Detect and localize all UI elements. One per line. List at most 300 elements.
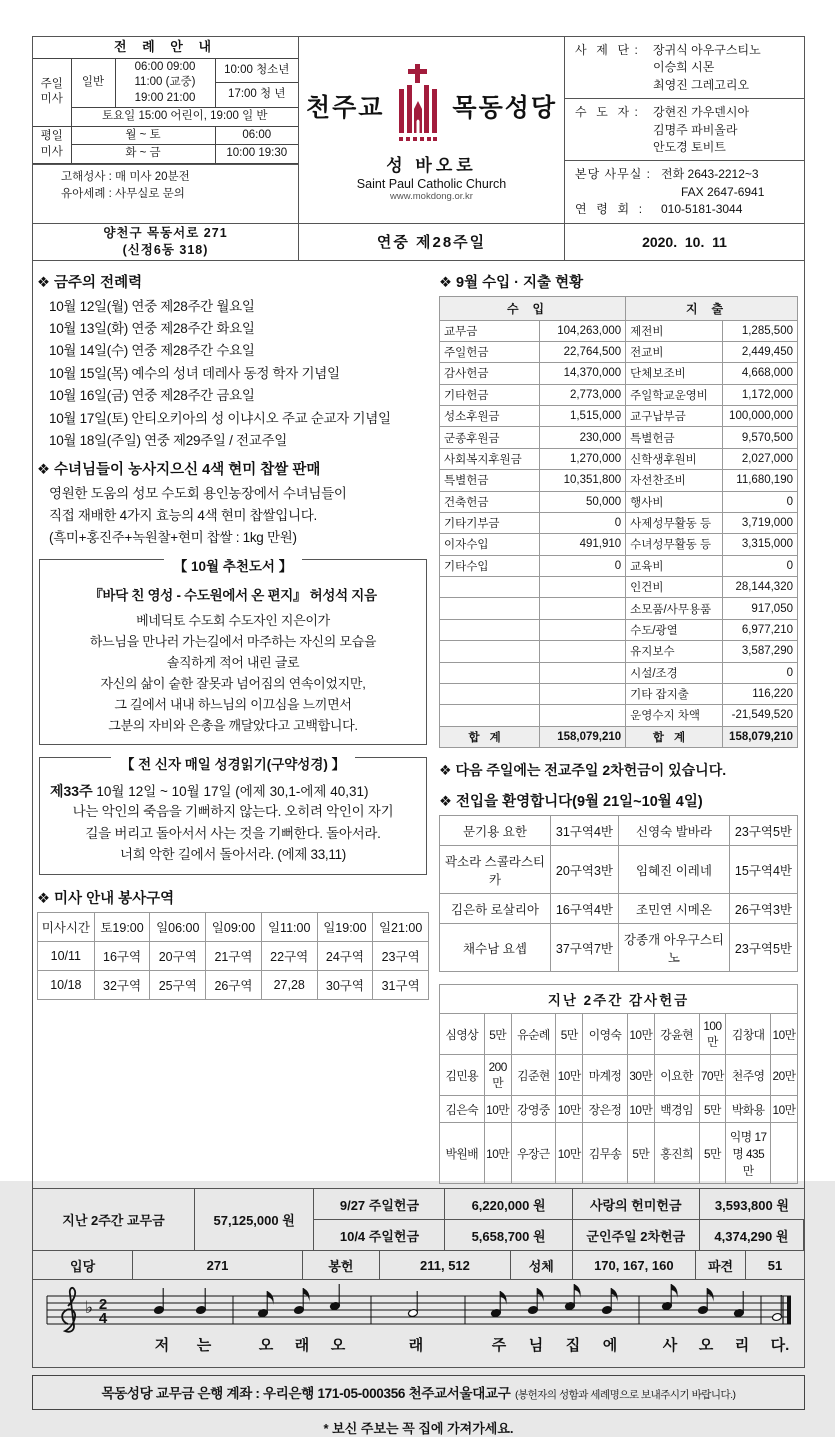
table-cell: 70만: [699, 1055, 726, 1096]
eighth-note-flag: [707, 1288, 713, 1302]
saturday-mass-time: 토요일 15:00 어린이, 19:00 일 반: [71, 108, 298, 127]
table-cell: 행사비: [626, 491, 723, 512]
table-row: [440, 1014, 798, 1055]
welcome-section: [439, 790, 798, 972]
table-cell: 문기용 요한: [440, 816, 551, 846]
table-row: [440, 816, 798, 846]
church-address: 양천구 목동서로 271 (신정6동 318): [33, 223, 298, 260]
table-cell: 11,680,190: [722, 470, 797, 491]
office-block: [565, 161, 804, 222]
table-cell: 교육비: [626, 555, 723, 576]
table-cell: 기타 잡지출: [626, 683, 723, 704]
table-cell: 4,668,000: [722, 363, 797, 384]
table-cell: 이요한: [654, 1055, 699, 1096]
church-logo-block: [299, 37, 564, 223]
table-cell: 임혜진 이레네: [618, 846, 729, 894]
table-cell: 건축헌금: [440, 491, 540, 512]
table-cell: 일11:00: [261, 913, 317, 942]
hymn-lyric: 는: [197, 1337, 212, 1354]
table-cell: [440, 662, 540, 683]
table-cell: 491,910: [540, 534, 626, 555]
table-cell: 1,515,000: [540, 406, 626, 427]
table-cell: 10/18: [38, 971, 95, 1000]
table-cell: 9,570,500: [722, 427, 797, 448]
music-notes: [154, 1284, 790, 1354]
rice-sale-section: [37, 458, 429, 549]
table-cell: 5만: [556, 1014, 583, 1055]
table-row: [440, 662, 798, 683]
table-cell: 230,000: [540, 427, 626, 448]
table-row: [440, 619, 798, 640]
religious-label: 수 도 자 :: [575, 104, 653, 156]
yeonryeong-phone: 010-5181-3044: [661, 201, 742, 218]
bank-account-text: 목동성당 교무금 은행 계좌 : 우리은행 171-05-000356 천주교서울대교구: [101, 1386, 510, 1401]
right-column: [439, 269, 798, 1185]
table-cell: [540, 577, 626, 598]
table-cell: 20구역: [150, 942, 206, 971]
table-cell: 30만: [627, 1055, 654, 1096]
table-cell: 2,773,000: [540, 384, 626, 405]
table-cell: 10만: [556, 1055, 583, 1096]
finance-header-row: [440, 296, 798, 320]
second-collection-notice: ❖ 다음 주일에는 전교주일 2차헌금이 있습니다.: [439, 760, 798, 780]
hymn-lyric: 에: [603, 1336, 618, 1354]
rice-sale-line: 영원한 도움의 성모 수도회 용인농장에서 수녀님들이: [37, 483, 429, 505]
table-cell: 신영숙 발바라: [618, 816, 729, 846]
table-cell: [540, 598, 626, 619]
table-cell: 31구역: [373, 971, 429, 1000]
left-column: [37, 269, 429, 1185]
table-row: [440, 924, 798, 972]
religious-name: 강현진 가우덴시아: [653, 104, 749, 121]
hymn-lyric: 오: [331, 1337, 346, 1354]
offering-summary-table: [33, 1188, 804, 1251]
bible-box-title: 【 전 신자 매일 성경읽기(구약성경) 】: [111, 753, 355, 773]
young-adult-mass-time: 17:00 청 년: [215, 83, 298, 108]
table-cell: 100만: [699, 1014, 726, 1055]
table-cell: 23구역5반: [729, 816, 797, 846]
time-signature-bottom: 4: [99, 1310, 108, 1327]
table-cell: [440, 683, 540, 704]
table-cell: 26구역: [206, 971, 262, 1000]
table-cell: 5만: [484, 1014, 511, 1055]
table-row: [440, 320, 798, 341]
table-cell: 30구역: [317, 971, 373, 1000]
liturgy-item: 10월 14일(수) 연중 제28주간 수요일: [37, 340, 429, 362]
table-row: [38, 971, 429, 1000]
eighth-note-flag: [303, 1288, 309, 1302]
thanksgiving-title: 지난 2주간 감사헌금: [440, 985, 798, 1014]
office-phone: 전화 2643-2212~3: [661, 166, 759, 183]
table-cell: 10만: [556, 1123, 583, 1184]
table-cell: [540, 683, 626, 704]
bible-week: 제33주: [50, 783, 93, 799]
table-cell: 20만: [771, 1055, 798, 1096]
expense-total-value: 158,079,210: [722, 726, 797, 747]
table-row: [440, 384, 798, 405]
rice-sale-title: ❖ 수녀님들이 농사지으신 4색 현미 찹쌀 판매: [37, 458, 429, 479]
table-cell: 6,977,210: [722, 619, 797, 640]
eighth-note-flag: [611, 1288, 617, 1302]
table-cell: 일19:00: [317, 913, 373, 942]
priest-name: 최영진 그레고리오: [653, 77, 761, 94]
mass-schedule-column: [33, 37, 299, 260]
table-cell: 사회복지후원금: [440, 448, 540, 469]
table-cell: 미사시간: [38, 913, 95, 942]
hymn-lyric: 오: [259, 1337, 274, 1354]
table-cell: 10/11: [38, 942, 95, 971]
mon-sat-time: 06:00: [215, 126, 298, 145]
tue-fri-time: 10:00 19:30: [215, 145, 298, 164]
table-cell: 21구역: [206, 942, 262, 971]
table-cell: 인건비: [626, 577, 723, 598]
music-staff: [41, 1282, 798, 1362]
sunday-offering-value: 5,658,700 원: [445, 1220, 572, 1251]
table-cell: 10만: [627, 1096, 654, 1123]
yeonryeong-label: 연 령 회 :: [575, 201, 661, 218]
table-cell: 10만: [771, 1014, 798, 1055]
table-cell: 심영상: [440, 1014, 485, 1055]
gyomu-value: 57,125,000 원: [195, 1189, 315, 1251]
table-row: [440, 534, 798, 555]
hymn-lyric: 래: [409, 1336, 424, 1354]
table-cell: 22,764,500: [540, 341, 626, 362]
table-cell: 50,000: [540, 491, 626, 512]
rice-offering-value: 3,593,800 원: [700, 1189, 804, 1220]
finance-section: [439, 271, 798, 749]
table-cell: 0: [540, 555, 626, 576]
table-row: [440, 894, 798, 924]
table-cell: [440, 705, 540, 726]
table-cell: [540, 619, 626, 640]
book-line: 그분의 자비와 은총을 깨달았다고 고백합니다.: [46, 715, 420, 736]
table-cell: 100,000,000: [722, 406, 797, 427]
priest-name: 이승희 시몬: [653, 59, 761, 76]
table-cell: 장은정: [583, 1096, 628, 1123]
logo-column: [299, 37, 565, 260]
table-cell: 기타기부금: [440, 512, 540, 533]
table-row: [440, 598, 798, 619]
book-line: 베네딕토 수도회 수도자인 지은이가: [46, 610, 420, 631]
religious-name: 안도경 토비트: [653, 139, 749, 156]
finance-table: [439, 296, 798, 749]
table-cell: 김준현: [511, 1055, 556, 1096]
table-cell: [540, 662, 626, 683]
table-cell: 신학생후원비: [626, 448, 723, 469]
table-cell: 26구역3반: [729, 894, 797, 924]
military-offering-value: 4,374,290 원: [700, 1220, 804, 1251]
table-cell: 116,220: [722, 683, 797, 704]
table-cell: 104,263,000: [540, 320, 626, 341]
book-title: 『바닥 친 영성 - 수도원에서 온 편지』 허성석 지음: [46, 584, 420, 604]
table-cell: 2,027,000: [722, 448, 797, 469]
table-row: [440, 641, 798, 662]
general-mass-times: 06:00 09:00 11:00 (교중) 19:00 21:00: [115, 58, 215, 108]
table-cell: 박원배: [440, 1123, 485, 1184]
table-cell: 기타헌금: [440, 384, 540, 405]
table-cell: 5만: [627, 1123, 654, 1184]
main-content: [33, 260, 804, 1189]
table-cell: 20구역3반: [550, 846, 618, 894]
church-website: www.mokdong.or.kr: [390, 191, 473, 202]
table-cell: 김창대: [726, 1014, 771, 1055]
bible-week-range: [46, 780, 420, 801]
table-cell: 5만: [699, 1123, 726, 1184]
hymn-staff-section: [33, 1280, 804, 1367]
church-logo-icon: [387, 63, 449, 149]
hymn-lyric: 오: [699, 1337, 714, 1354]
liturgy-item: 10월 18일(주일) 연중 제29주일 / 전교주일: [37, 430, 429, 452]
table-row: [440, 363, 798, 384]
table-cell: 이영숙: [583, 1014, 628, 1055]
confession-info: [33, 164, 298, 223]
table-cell: 유지보수: [626, 641, 723, 662]
table-cell: 기타수입: [440, 555, 540, 576]
table-cell: 10만: [556, 1096, 583, 1123]
logo-text-right: 목동성당: [452, 88, 557, 124]
income-total-label: 합계: [440, 726, 540, 747]
table-row: [440, 341, 798, 362]
liturgy-item: 10월 12일(월) 연중 제28주간 월요일: [37, 296, 429, 318]
table-row: [440, 1055, 798, 1096]
table-cell: 김은하 로살리아: [440, 894, 551, 924]
religious-block: [565, 99, 804, 161]
table-cell: 김무송: [583, 1123, 628, 1184]
table-cell: 24구역: [317, 942, 373, 971]
rice-sale-line: (흑미+홍진주+녹원찰+현미 찹쌀 : 1kg 만원): [37, 527, 429, 549]
office-label: 본당 사무실 :: [575, 166, 661, 183]
table-cell: 강윤현: [654, 1014, 699, 1055]
table-cell: 23구역5반: [729, 924, 797, 972]
table-cell: 3,719,000: [722, 512, 797, 533]
bank-account-box: [32, 1375, 805, 1410]
expense-total-label: 합계: [626, 726, 723, 747]
book-line: 자신의 삶이 숱한 잘못과 넘어짐의 연속이었지만,: [46, 673, 420, 694]
dismissal-label: 파견: [696, 1251, 746, 1280]
hymn-lyric: 저: [155, 1336, 170, 1354]
table-cell: 교구납부금: [626, 406, 723, 427]
bulletin-frame: [32, 36, 805, 1368]
table-cell: 31구역4반: [550, 816, 618, 846]
table-cell: 특별헌금: [626, 427, 723, 448]
table-cell: [440, 641, 540, 662]
table-cell: 백경임: [654, 1096, 699, 1123]
service-area-section: [37, 887, 429, 1000]
offertory-hymn: 211, 512: [380, 1251, 511, 1280]
table-cell: 15구역4반: [729, 846, 797, 894]
rice-sale-line: 직접 재배한 4가지 효능의 4색 현미 찹쌀입니다.: [37, 505, 429, 527]
service-area-table: [37, 912, 429, 1000]
table-row: [440, 683, 798, 704]
book-recommendation-box: [39, 559, 427, 745]
logo-text-left: 천주교: [306, 88, 384, 124]
youth-mass-time: 10:00 청소년: [215, 58, 298, 83]
table-row: [440, 1123, 798, 1184]
office-fax: FAX 2647-6941: [575, 184, 798, 201]
welcome-title: ❖ 전입을 환영합니다(9월 21일~10월 4일): [439, 790, 798, 811]
religious-name: 김명주 파비올라: [653, 122, 749, 139]
sunday-mass-label: 주일 미사: [33, 58, 71, 126]
hymn-lyric: 리: [735, 1336, 750, 1354]
table-cell: -21,549,520: [722, 705, 797, 726]
table-cell: 일06:00: [150, 913, 206, 942]
table-cell: 3,587,290: [722, 641, 797, 662]
table-cell: 0: [722, 662, 797, 683]
service-area-title: ❖ 미사 안내 봉사구역: [37, 887, 429, 908]
table-cell: 자선찬조비: [626, 470, 723, 491]
table-cell: 천주영: [726, 1055, 771, 1096]
table-cell: [440, 577, 540, 598]
liturgy-item: 10월 13일(화) 연중 제28주간 화요일: [37, 318, 429, 340]
table-cell: 32구역: [94, 971, 150, 1000]
header: [33, 37, 804, 260]
table-row: [440, 577, 798, 598]
table-cell: 0: [540, 512, 626, 533]
weekday-mass-label: 평일 미사: [33, 126, 71, 163]
table-cell: 28,144,320: [722, 577, 797, 598]
table-cell: 27,28: [261, 971, 317, 1000]
table-cell: [771, 1123, 798, 1184]
hymn-numbers-row: [33, 1251, 804, 1280]
table-cell: 일21:00: [373, 913, 429, 942]
liturgy-title: ❖ 금주의 전례력: [37, 271, 429, 292]
bank-account-note: (봉헌자의 성함과 세례명으로 보내주시기 바랍니다.): [515, 1389, 736, 1401]
table-cell: 25구역: [150, 971, 206, 1000]
liturgy-section: [37, 271, 429, 453]
table-cell: 강영중: [511, 1096, 556, 1123]
liturgy-item: 10월 16일(금) 연중 제28주간 금요일: [37, 385, 429, 407]
table-cell: 박화용: [726, 1096, 771, 1123]
hymn-lyric: 래: [295, 1336, 310, 1354]
table-row: [38, 913, 429, 942]
table-cell: 특별헌금: [440, 470, 540, 491]
table-cell: 유순례: [511, 1014, 556, 1055]
table-cell: 군종후원금: [440, 427, 540, 448]
priests-label: 사 제 단 :: [575, 42, 653, 94]
table-cell: 익명 17명 435만: [726, 1123, 771, 1184]
table-row: [440, 448, 798, 469]
confession-line: 고해성사 : 매 미사 20분전: [61, 169, 298, 186]
priest-name: 장귀식 아우구스티노: [653, 42, 761, 59]
table-cell: 200만: [484, 1055, 511, 1096]
rice-offering-label: 사랑의 헌미헌금: [573, 1189, 700, 1220]
military-offering-label: 군인주일 2차헌금: [573, 1220, 700, 1251]
hymn-lyric: 집: [566, 1336, 581, 1354]
hymn-lyric: 다.: [771, 1336, 790, 1354]
gyomu-label: 지난 2주간 교무금: [33, 1189, 195, 1251]
table-cell: 우장근: [511, 1123, 556, 1184]
table-row: [440, 705, 798, 726]
table-cell: 교무금: [440, 320, 540, 341]
table-cell: 23구역: [373, 942, 429, 971]
table-cell: 917,050: [722, 598, 797, 619]
table-cell: 제전비: [626, 320, 723, 341]
table-cell: [440, 619, 540, 640]
liturgy-item: 10월 15일(목) 예수의 성녀 데레사 동정 학자 기념일: [37, 363, 429, 385]
table-cell: 주일학교운영비: [626, 384, 723, 405]
sunday-title: 연중 제28주일: [299, 223, 564, 260]
table-cell: [540, 641, 626, 662]
table-cell: 수녀성무활동 등: [626, 534, 723, 555]
table-cell: 감사헌금: [440, 363, 540, 384]
sunday-offering-value: 6,220,000 원: [445, 1189, 572, 1220]
table-row: [440, 512, 798, 533]
mass-schedule-table: [33, 37, 298, 164]
book-line: 그 길에서 내내 하느님의 이끄심을 느끼면서: [46, 694, 420, 715]
logo-subtitle: 성 바오로: [386, 151, 476, 176]
thanksgiving-section: [439, 984, 798, 1184]
table-cell: 0: [722, 555, 797, 576]
book-box-title: 【 10월 추천도서 】: [164, 555, 302, 575]
table-row: [38, 942, 429, 971]
table-cell: 10만: [771, 1096, 798, 1123]
table-cell: 수도/광열: [626, 619, 723, 640]
thanksgiving-table: [439, 984, 798, 1184]
table-cell: 토19:00: [94, 913, 150, 942]
income-total-value: 158,079,210: [540, 726, 626, 747]
infant-baptism-line: 유아세례 : 사무실로 문의: [61, 186, 298, 203]
flat-sign-icon: ♭: [85, 1298, 93, 1317]
bible-quote-line: 길을 버리고 돌아서서 사는 것을 기뻐한다. 돌아서라.: [46, 823, 420, 845]
mon-sat-label: 월 ~ 토: [71, 126, 215, 145]
table-cell: 성소후원금: [440, 406, 540, 427]
table-cell: 3,315,000: [722, 534, 797, 555]
tue-fri-label: 화 ~ 금: [71, 145, 215, 164]
sunday-offering-label: 9/27 주일헌금: [314, 1189, 445, 1220]
time-signature-top: 2: [99, 1296, 107, 1313]
schedule-title: 전 례 안 내: [33, 37, 298, 58]
entrance-hymn: 271: [133, 1251, 303, 1280]
table-row: [440, 846, 798, 894]
clergy-info: [565, 37, 804, 223]
table-cell: 단체보조비: [626, 363, 723, 384]
table-cell: 16구역: [94, 942, 150, 971]
table-cell: 전교비: [626, 341, 723, 362]
table-row: [440, 555, 798, 576]
take-home-note: * 보신 주보는 꼭 집에 가져가세요.: [32, 1418, 805, 1437]
table-row: [440, 491, 798, 512]
table-cell: 마계정: [583, 1055, 628, 1096]
table-cell: 16구역4반: [550, 894, 618, 924]
book-line: 솔직하게 적어 내린 글로: [46, 652, 420, 673]
table-cell: 채수남 요셉: [440, 924, 551, 972]
logo-english-name: Saint Paul Catholic Church: [357, 177, 506, 191]
sunday-offering-label: 10/4 주일헌금: [314, 1220, 445, 1251]
table-cell: 곽소라 스콜라스티카: [440, 846, 551, 894]
table-cell: 조민연 시메온: [618, 894, 729, 924]
table-cell: 사제성무활동 등: [626, 512, 723, 533]
table-cell: 1,285,500: [722, 320, 797, 341]
communion-hymn: 170, 167, 160: [573, 1251, 696, 1280]
table-row: [440, 427, 798, 448]
general-mass-label: 일반: [71, 58, 115, 108]
table-cell: 운영수지 차액: [626, 705, 723, 726]
table-cell: [440, 598, 540, 619]
table-cell: 14,370,000: [540, 363, 626, 384]
hymn-lyric: 님: [529, 1336, 544, 1354]
welcome-table: [439, 815, 798, 972]
table-row: [440, 406, 798, 427]
income-header: 수입: [440, 296, 626, 320]
table-cell: 22구역: [261, 942, 317, 971]
liturgy-item: 10월 17일(토) 안티오키아의 성 이냐시오 주교 순교자 기념일: [37, 408, 429, 430]
table-cell: 2,449,450: [722, 341, 797, 362]
entrance-label: 입당: [33, 1251, 133, 1280]
communion-label: 성체: [511, 1251, 573, 1280]
table-cell: 37구역7반: [550, 924, 618, 972]
table-cell: 소모품/사무용품: [626, 598, 723, 619]
table-cell: 홍진희: [654, 1123, 699, 1184]
